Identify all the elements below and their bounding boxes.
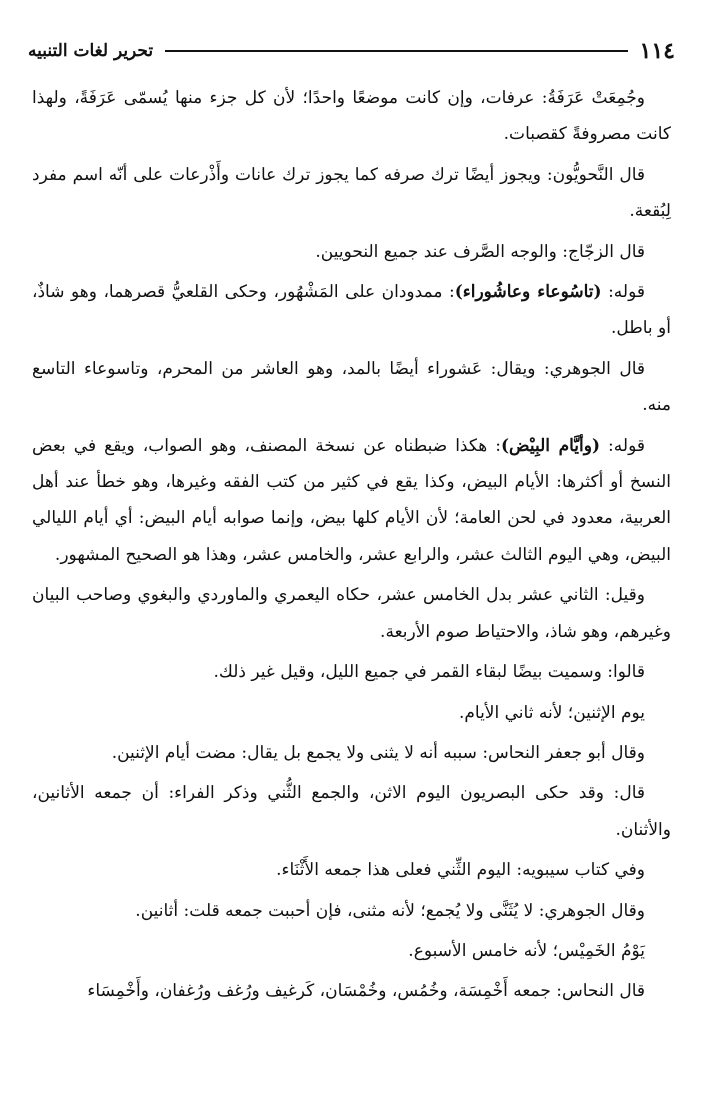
paragraph-text: يَوْمُ الخَمِيْس؛ لأنه خامس الأسبوع.: [408, 940, 645, 961]
paragraph: [32, 351, 671, 424]
paragraph: [32, 893, 671, 929]
paragraph-text: قوله:: [601, 282, 645, 303]
paragraph-text: قالوا: وسميت بيضًا لبقاء القمر في جميع الليل، وقيل غير ذلك.: [213, 662, 645, 683]
paragraph-text: وجُمِعَتْ عَرَفَةُ: عرفات، وإن كانت موضعًا واحدًا؛ لأن كل جزء منها يُسمّى عَرَفَةً، ولهذا كانت مصروفةً كقصبات.: [32, 88, 671, 145]
bold-term: (تاسُوعاء وعاشُوراء): [454, 282, 602, 303]
bold-term: (وأيَّام البِيْض): [500, 435, 600, 456]
paragraph: [32, 234, 671, 270]
running-title: تحرير لغات التنبيه: [28, 41, 154, 61]
paragraph-text: قال الجوهري: ويقال: عَشوراء أيضًا بالمد، وهو العاشر من المحرم، وتاسوعاء التاسع منه.: [32, 358, 671, 416]
paragraph-text: : ممدودان على المَشْهُور، وحكى القلعيُّ قصرهما، وهو شاذٌ، أو باطل.: [32, 282, 671, 339]
paragraph-text: يوم الإثنين؛ لأنه ثاني الأيام.: [458, 702, 645, 723]
paragraph: [32, 695, 671, 731]
body-text: [32, 80, 671, 1014]
paragraph: [32, 157, 671, 230]
paragraph-text: قال الزجّاج: والوجه الصَّرف عند جميع النحويين.: [315, 241, 645, 262]
paragraph-text: وقيل: الثاني عشر بدل الخامس عشر، حكاه اليعمري والماوردي والبغوي وصاحب البيان وغيرهم، وهو شاذ، والاحتياط صوم الأربعة.: [32, 585, 671, 642]
paragraph-text: قال النَّحويُّون: ويجوز أيضًا ترك صرفه كما يجوز ترك عانات وأَذْرعات على أنّه اسم مفرد لِبُقعة.: [32, 164, 671, 222]
paragraph-text: : هكذا ضبطناه عن نسخة المصنف، وهو الصواب، ويقع في بعض النسخ أو أكثرها: الأيام البيض، وكذا يقع في كثير من كتب الفقه وغيرها، وهو خطأ عند أهل العربية، معدود في لحن العامة؛ لأن الأيام كلها بيض، وإنما صوابه أيام البيض: أي أيام الليالي البيض، وهي اليوم الثالث عشر، والرابع عشر، والخامس عشر، وهذا هو الصحيح المشهور.: [32, 435, 671, 565]
paragraph-text: وقال أبو جعفر النحاس: سببه أنه لا يثنى ولا يجمع بل يقال: مضت أيام الإثنين.: [111, 742, 645, 763]
paragraph: [32, 80, 671, 153]
paragraph: [32, 852, 671, 888]
paragraph: [32, 577, 671, 650]
paragraph: [32, 654, 671, 690]
paragraph-text: وفي كتاب سيبويه: اليوم الثِّني فعلى هذا جمعه الأَثْنَاء.: [276, 860, 645, 881]
paragraph-text: وقال الجوهري: لا يُثَنَّى ولا يُجمع؛ لأنه مثنى، فإن أحببت جمعه قلت: أثانين.: [135, 900, 645, 921]
paragraph-text: قال النحاس: جمعه أَخْمِسَة، وخُمُس، وخُمْسَان، كَرغيف ورُغف ورُغفان، وأَخْمِسَاء: [87, 981, 645, 1002]
header-rule: [165, 50, 627, 52]
paragraph-text: قال: وقد حكى البصريون اليوم الاثن، والجمع الثُّني وذكر الفراء: أن جمعه الأثانين، والأثنان.: [32, 783, 671, 840]
paragraph-text: قوله:: [600, 435, 645, 456]
page-number: ١١٤: [639, 38, 675, 64]
paragraph: [32, 933, 671, 969]
paragraph: [32, 428, 671, 574]
paragraph: [32, 735, 671, 771]
paragraph: [32, 775, 671, 848]
paragraph: [32, 973, 671, 1009]
paragraph: [32, 274, 671, 347]
page-header: [28, 34, 675, 68]
